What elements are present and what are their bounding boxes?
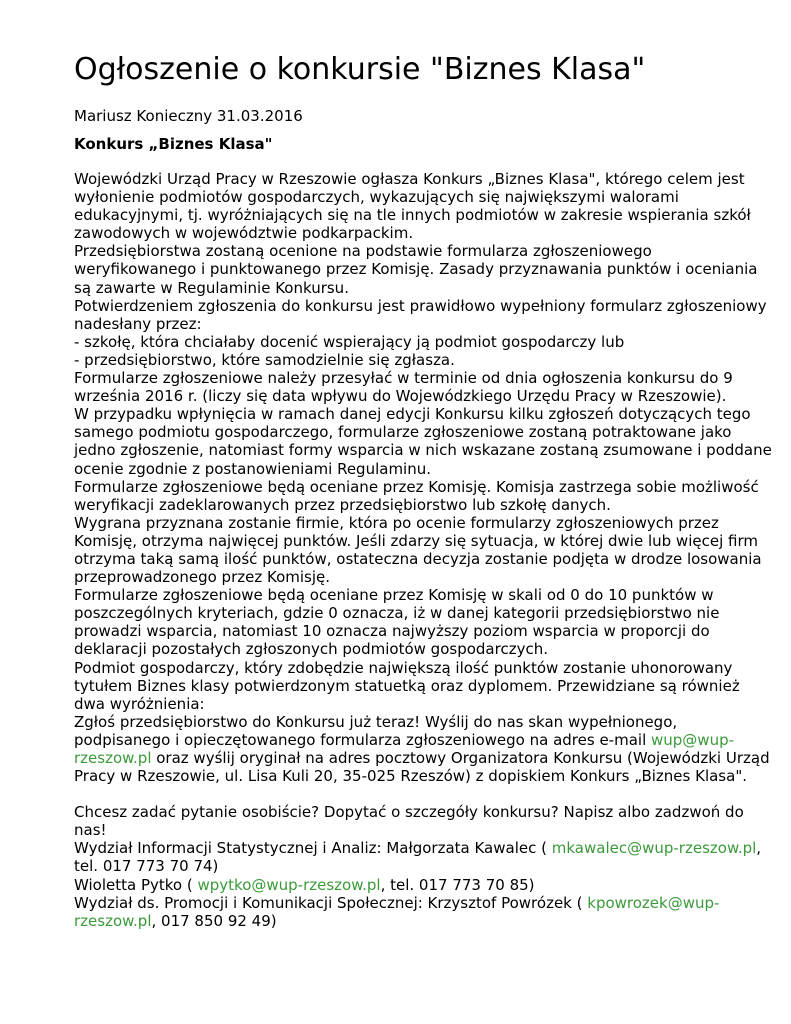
- paragraph-verification: Formularze zgłoszeniowe będą oceniane przez Komisję. Komisja zastrzega sobie możliwość weryfikacji zadeklarowanych przez przedsiębiorstwo lub szkołę danych.: [74, 477, 759, 514]
- paragraph-confirmation: Potwierdzeniem zgłoszenia do konkursu jest prawidłowo wypełniony formularz zgłoszeniowy nadesłany przez:: [74, 296, 767, 333]
- submission-text: Zgłoś przedsiębiorstwo do Konkursu już teraz! Wyślij do nas skan wypełnionego, podpisanego i opieczętowanego formularza zgłoszeniowego na adres e-mail: [74, 712, 678, 749]
- contact-prefix: Wioletta Pytko (: [74, 875, 198, 894]
- subheading: Konkurs „Biznes Klasa": [74, 135, 273, 153]
- paragraph-submission: [74, 713, 774, 785]
- paragraph-scoring: Formularze zgłoszeniowe będą oceniane przez Komisję w skali od 0 do 10 punktów w poszczególnych kryteriach, gdzie 0 oznacza, iż w danej kategorii przedsiębiorstwo nie prowadzi wsparcia, natomiast 10 oznacza najwyższy poziom wsparcia w proporcji do deklaracji pozostałych zgłoszonych podmiotów gospodarczych.: [74, 586, 720, 659]
- paragraph-winner: Wygrana przyznana zostanie firmie, która po ocenie formularzy zgłoszeniowych przez Komisję, otrzyma najwięcej punktów. Jeśli zdarzy się sytuacja, w której dwie lub więcej firm otrzyma taką samą ilość punktów, ostateczna decyzja zostanie podjęta w drodze losowania przeprowadzonego przez Komisję.: [74, 513, 762, 587]
- contact-prefix: Wydział ds. Promocji i Komunikacji Społecznej: Krzysztof Powrózek (: [74, 893, 583, 912]
- contact-line-powrozek: [74, 894, 774, 930]
- email-link-wpytko[interactable]: wpytko@wup-rzeszow.pl: [197, 875, 381, 894]
- contact-line-pytko: [74, 876, 774, 894]
- contact-suffix: , tel. 017 773 70 85): [380, 875, 535, 894]
- email-link-mkawalec[interactable]: mkawalec@wup-rzeszow.pl: [551, 839, 757, 858]
- email-link-kpowrozek[interactable]: kpowrozek@wup-rzeszow.pl: [74, 893, 720, 930]
- list-item-school: - szkołę, która chciałaby docenić wspierający ją podmiot gospodarczy lub: [74, 332, 625, 351]
- submission-text-after: oraz wyślij oryginał na adres pocztowy Organizatora Konkursu (Wojewódzki Urząd Pracy w Rzeszowie, ul. Lisa Kuli 20, 35-025 Rzeszów) z dopiskiem Konkurs „Biznes Klasa".: [74, 749, 770, 786]
- contact-suffix: , tel. 017 773 70 74): [74, 839, 762, 876]
- paragraph-evaluation: Przedsiębiorstwa zostaną ocenione na podstawie formularza zgłoszeniowego weryfikowanego i punktowanego przez Komisję. Zasady przyznawania punktów i oceniania są zawarte w Regulaminie Konkursu.: [74, 242, 758, 297]
- contact-suffix: , 017 850 92 49): [151, 911, 277, 930]
- page-title: Ogłoszenie o konkursie "Biznes Klasa": [74, 52, 646, 87]
- paragraph-multiple-submissions: W przypadku wpłynięcia w ramach danej edycji Konkursu kilku zgłoszeń dotyczących tego samego podmiotu gospodarczego, formularze zgłoszeniowe zostaną potraktowane jako jedno zgłoszenie, natomiast formy wsparcia w nich wskazane zostaną zsumowane i poddane ocenie zgodnie z postanowieniami Regulaminu.: [74, 405, 772, 478]
- spacer: [74, 785, 774, 803]
- paragraph-deadline: Formularze zgłoszeniowe należy przesyłać w terminie od dnia ogłoszenia konkursu do 9 września 2016 r. (liczy się data wpływu do Wojewódzkiego Urzędu Pracy w Rzeszowie).: [74, 369, 733, 406]
- byline: [74, 106, 303, 126]
- publish-date: 31.03.2016: [216, 107, 303, 125]
- paragraph-award: Podmiot gospodarczy, który zdobędzie największą ilość punktów zostanie uhonorowany tytułem Biznes klasy potwierdzonym statuetką oraz dyplomem. Przewidziane są również dwa wyróżnienia:: [74, 658, 740, 713]
- author-name: Mariusz Konieczny: [74, 107, 213, 125]
- paragraph-intro: Wojewódzki Urząd Pracy w Rzeszowie ogłasza Konkurs „Biznes Klasa", którego celem jest wyłonienie podmiotów gospodarczych, wykazujących się największymi walorami edukacyjnymi, tj. wyróżniających się na tle innych podmiotów w zakresie wspierania szkół zawodowych w województwie podkarpackim.: [74, 170, 751, 243]
- list-item-company: - przedsiębiorstwo, które samodzielnie się zgłasza.: [74, 350, 455, 369]
- email-link-wup[interactable]: wup@wup-rzeszow.pl: [74, 730, 735, 767]
- contact-line-kawalec: [74, 839, 774, 875]
- contact-question: Chcesz zadać pytanie osobiście? Dopytać o szczegóły konkursu? Napisz albo zadzwoń do nas!: [74, 803, 744, 840]
- article-body: [74, 170, 774, 930]
- contact-prefix: Wydział Informacji Statystycznej i Analiz: Małgorzata Kawalec (: [74, 839, 547, 858]
